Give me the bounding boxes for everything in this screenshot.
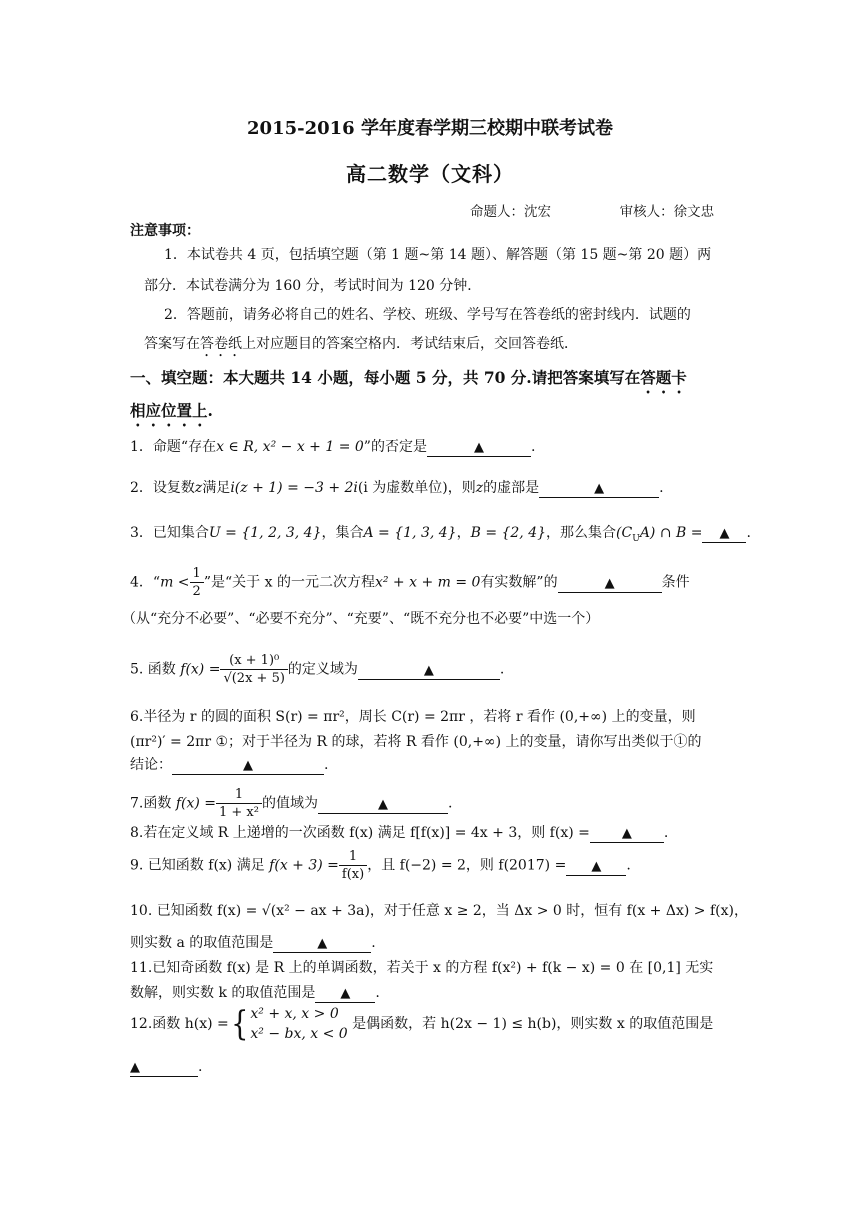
notice-item-1b: 部分．本试卷满分为 160 分，考试时间为 120 分钟． [144, 278, 482, 294]
reviewer-label: 审核人：徐文忠 [619, 204, 715, 220]
question-3: 3．已知集合U = {1, 2, 3, 4}，集合A = {1, 3, 4}，B = {2, 4}，那么集合$(C_UA)$ ∩ B = ▲ . [130, 525, 751, 544]
question-7: 7.函数 f(x) = $\frac{1}{\text{1 + x²}}$ 的值域为 ▲ . [130, 787, 453, 820]
answer-blank[interactable]: ▲ [273, 935, 371, 953]
fraction: $\frac{\text{(x + 1)⁰}}{√(2x + 5)}$ [220, 652, 287, 687]
piecewise-cases: x² + x, x > 0 x² − bx, x < 0 [250, 1006, 348, 1042]
section-1-heading: 一、填空题：本大题共 14 小题，每小题 5 分，共 70 分.请把答案填写在答题卡 相应位置上. [130, 368, 687, 420]
fraction: $\frac{1}{2}$ [190, 565, 204, 600]
answer-blank[interactable]: ▲ [566, 858, 626, 876]
piecewise-brace: { [230, 1004, 249, 1044]
question-11-line-2: 数解，则实数 k 的取值范围是 ▲ . [130, 985, 380, 1001]
question-10-line-2: 则实数 a 的取值范围是 ▲ . [130, 935, 376, 951]
exam-title: 2015-2016 学年度春学期三校期中联考试卷 [247, 118, 613, 139]
answer-blank[interactable]: ▲ [539, 480, 659, 498]
emphasis-text: 答卷纸 [200, 336, 242, 352]
question-12-line-2: ▲ . [130, 1059, 203, 1075]
answer-blank[interactable]: ▲ [427, 439, 531, 457]
fraction: $\frac{1}{\text{1 + x²}}$ [216, 786, 262, 821]
question-11-line-1: 11.已知奇函数 f(x) 是 R 上的单调函数，若关于 x 的方程 f(x²) + f(k − x) = 0 在 [0,1] 无实 [130, 960, 714, 976]
question-4-options: （从“充分不必要”、“必要不充分”、“充要”、“既不充分也不必要”中选一个） [122, 611, 600, 627]
question-1: 1．命题“存在x ∈ R, x² − x + 1 = 0”的否定是 ▲ . [130, 439, 536, 455]
answer-blank[interactable]: ▲ [315, 985, 375, 1003]
author-label: 命题人：沈宏 [470, 204, 551, 220]
question-6-line-3: 结论： ▲ . [130, 757, 329, 773]
notice-item-2b: 答案写在答卷纸上对应题目的答案空格内．考试结束后，交回答卷纸． [144, 336, 578, 352]
answer-blank[interactable]: ▲ [318, 796, 448, 814]
question-12: 12.函数 h(x) ={ x² + x, x > 0 x² − bx, x < 0 是偶函数，若 h(2x − 1) ≤ h(b)，则实数 x 的取值范围是 [130, 1004, 714, 1044]
answer-blank[interactable]: ▲ [358, 662, 500, 680]
answer-blank[interactable]: ▲ [130, 1059, 198, 1077]
notice-item-1a: 1．本试卷共 4 页，包括填空题（第 1 题~第 14 题）、解答题（第 15 题~第 20 题）两 [164, 247, 712, 263]
answer-blank[interactable]: ▲ [702, 525, 746, 543]
fraction: $\frac{1}{f(x)}$ [339, 848, 367, 883]
question-10-line-1: 10. 已知函数 f(x) = √(x² − ax + 3a)，对于任意 x ≥ 2，当 Δx > 0 时，恒有 f(x + Δx) > f(x)， [130, 903, 748, 919]
question-9: 9. 已知函数 f(x) 满足 f(x + 3) = $\frac{1}{f(x)}$ ，且 f(−2) = 2，则 f(2017) = ▲ . [130, 849, 631, 882]
authors-line [470, 200, 714, 220]
notice-item-2a: 2．答题前，请务必将自己的姓名、学校、班级、学号写在答卷纸的密封线内．试题的 [164, 307, 691, 323]
question-5: 5. 函数 f(x) = $\frac{\text{(x + 1)⁰}}{√(2x + 5)}$ 的定义域为 ▲ . [130, 653, 505, 686]
answer-blank[interactable]: ▲ [172, 757, 324, 775]
question-8: 8.若在定义域 R 上递增的一次函数 f(x) 满足 f[f(x)] = 4x + 3，则 f(x) = ▲ . [130, 825, 669, 841]
notice-heading: 注意事项： [130, 223, 200, 239]
answer-blank[interactable]: ▲ [558, 575, 662, 593]
question-6-line-1: 6.半径为 r 的圆的面积 S(r) = πr²，周长 C(r) = 2πr ，若将 r 看作 (0,+∞) 上的变量，则 [130, 709, 696, 725]
question-6-line-2: (πr²)′ = 2πr ①；对于半径为 R 的球，若将 R 看作 (0,+∞) 上的变量，请你写出类似于①的 [130, 734, 702, 750]
question-4: 4．“m < $\frac{1}{2}$ ”是“关于 x 的一元二次方程x² + x + m = 0有实数解”的 ▲ 条件 [130, 566, 690, 599]
question-2: 2．设复数z满足i(z + 1) = −3 + 2i(i 为虚数单位)，则z的虚部是 ▲ . [130, 480, 664, 496]
exam-subtitle: 高二数学（文科） [346, 162, 514, 186]
answer-blank[interactable]: ▲ [590, 825, 664, 843]
